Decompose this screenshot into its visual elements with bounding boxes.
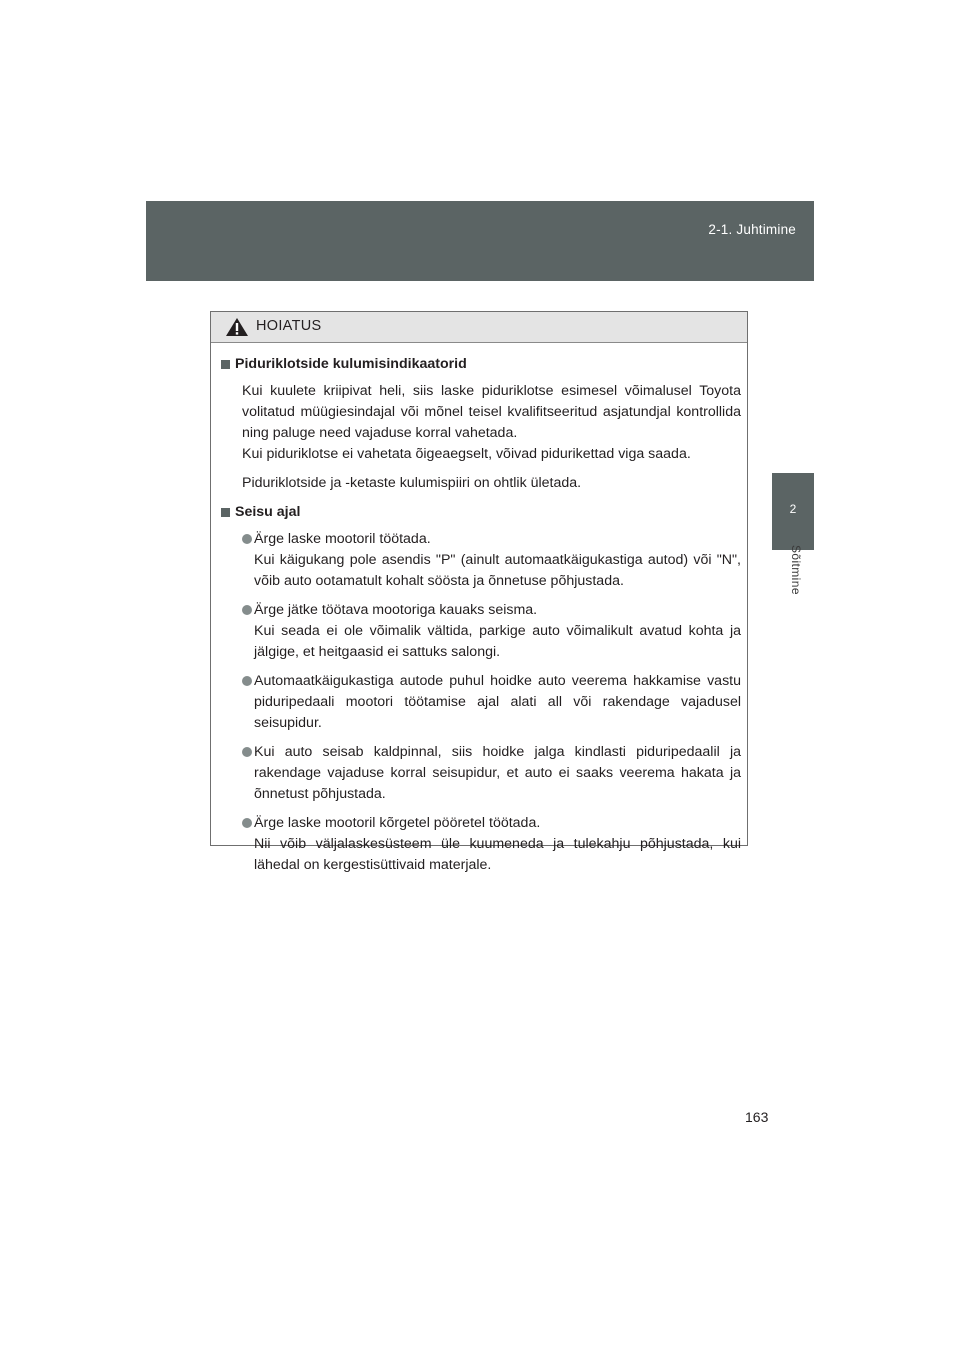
circle-bullet-icon xyxy=(242,747,252,757)
list-item-text xyxy=(254,600,741,663)
circle-bullet-icon xyxy=(242,534,252,544)
paragraph-line: Piduriklotside ja -ketaste kulumispiiri on ohtlik ületada. xyxy=(242,475,582,491)
circle-bullet-icon xyxy=(242,676,252,686)
list-item-line: Ärge laske mootoril töötada. xyxy=(254,531,431,547)
warning-body xyxy=(211,343,747,876)
square-bullet-icon xyxy=(221,508,230,517)
list-item-line: Kui käigukang pole asendis "P" (ainult automaatkäigukastiga autod) või "N", võib auto ootamatult kohalt söösta ja õnnetuse põhjustada. xyxy=(254,552,741,589)
chapter-label: Sõitmine xyxy=(789,545,803,595)
list-item-line: Ärge jätke töötava mootoriga kauaks seisma. xyxy=(254,602,538,618)
paragraph xyxy=(242,381,741,465)
warning-triangle-icon xyxy=(225,317,249,337)
warning-box xyxy=(210,311,748,873)
circle-bullet-icon xyxy=(242,818,252,828)
section-heading-text: Piduriklotside kulumisindikaatorid xyxy=(235,356,467,372)
section-heading-text: Seisu ajal xyxy=(235,504,301,520)
list-item-text xyxy=(254,813,741,876)
square-bullet-icon xyxy=(221,360,230,369)
list-item-text xyxy=(254,529,741,592)
section-label: 2-1. Juhtimine xyxy=(708,222,796,237)
chapter-tab xyxy=(772,473,814,550)
list-item-line: Kui seada ei ole võimalik vältida, parkige auto võimalikult avatud kohta ja jälgige, et heitgaasid ei sattuks salongi. xyxy=(254,623,741,660)
list-item xyxy=(242,742,741,805)
section-heading xyxy=(221,354,741,375)
section-heading xyxy=(221,502,741,523)
paragraph-line: Kui piduriklotse ei vahetata õigeaegselt, võivad pidurikettad viga saada. xyxy=(242,446,691,462)
list-item-text xyxy=(254,742,741,805)
warning-title: HOIATUS xyxy=(256,318,322,334)
list-item xyxy=(242,671,741,734)
header-band xyxy=(146,201,814,281)
page-number: 163 xyxy=(745,1109,769,1125)
list-item xyxy=(242,600,741,663)
chapter-number: 2 xyxy=(789,502,797,516)
paragraph xyxy=(242,473,741,494)
paragraph-line: Kui kuulete kriipivat heli, siis laske piduriklotse esimesel võimalusel Toyota volitatud müügiesindajal või mõnel teisel kvalifitseeritud asjatundjal kontrollida ning paluge need vajaduse korral vahetada. xyxy=(242,383,741,441)
list-item-text xyxy=(254,671,741,734)
list-item-line: Ärge laske mootoril kõrgetel pööretel töötada. xyxy=(254,815,541,831)
list-item-line: Kui auto seisab kaldpinnal, siis hoidke jalga kindlasti piduripedaalil ja rakendage vajaduse korral seisupidur, et auto ei saaks veerema hakata ja õnnetust põhjustada. xyxy=(254,744,741,802)
list-item-line: Nii võib väljalaskesüsteem üle kuumeneda ja tulekahju põhjustada, kui lähedal on kergestisüttivaid materjale. xyxy=(254,836,741,873)
list-item xyxy=(242,529,741,592)
list-item-line: Automaatkäigukastiga autode puhul hoidke auto veerema hakkamise vastu piduripedaali mootori töötamise ajal alati all või rakendage vajadusel seisupidur. xyxy=(254,673,741,731)
circle-bullet-icon xyxy=(242,605,252,615)
list-item xyxy=(242,813,741,876)
warning-header xyxy=(211,312,747,343)
